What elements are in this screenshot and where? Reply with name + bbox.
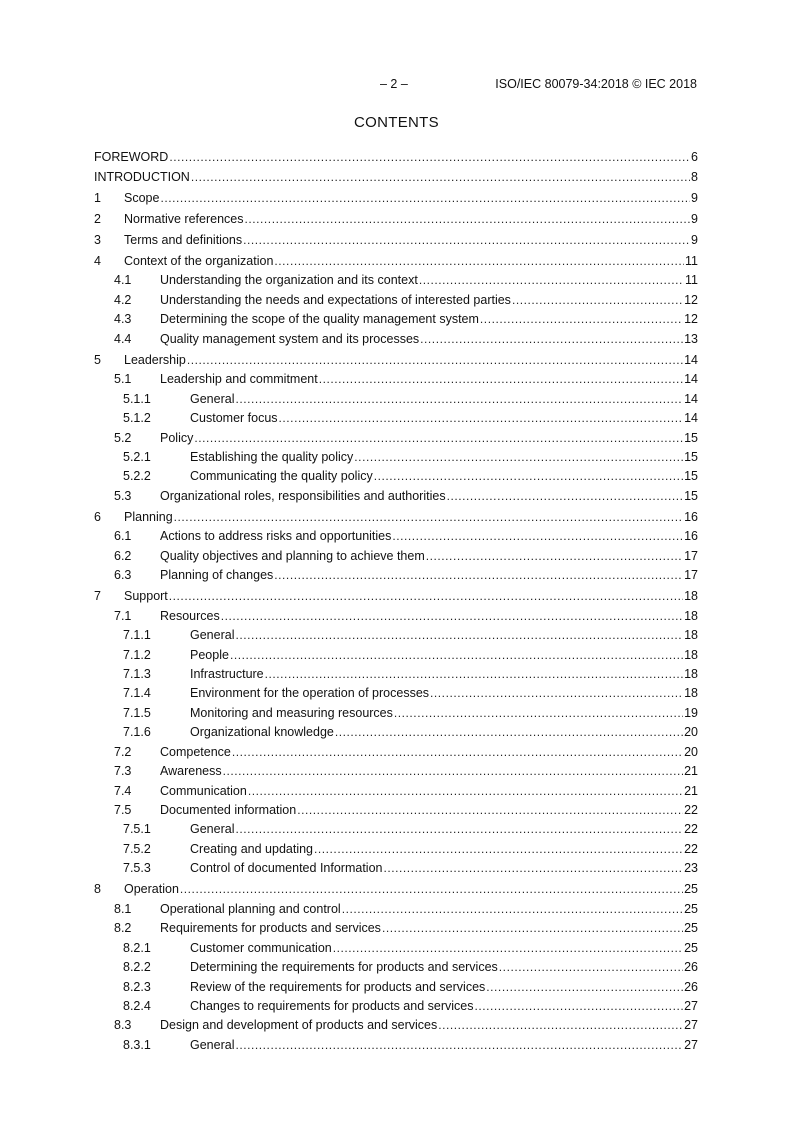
toc-entry[interactable]: [94, 682, 698, 701]
toc-entry-page: 25: [684, 882, 698, 897]
toc-entry-number: 6.3: [114, 568, 132, 583]
toc-entry[interactable]: [94, 760, 698, 779]
toc-entry-label: Understanding the needs and expectations of interested parties: [160, 292, 511, 307]
toc-entry-number: 4.4: [114, 331, 132, 346]
toc-dot-leader: [394, 706, 683, 721]
toc-entry-number: 8.3.1: [123, 1037, 151, 1052]
toc-dot-leader: [235, 1038, 683, 1053]
toc-entry-number: 5.1: [114, 372, 132, 387]
toc-entry-label: Design and development of products and services: [160, 1018, 438, 1033]
toc-dot-leader: [221, 609, 683, 624]
toc-dot-leader: [420, 332, 683, 347]
toc-entry-page: 15: [684, 488, 698, 503]
toc-entry-page: 26: [684, 960, 698, 975]
toc-dot-leader: [194, 431, 683, 446]
toc-entry-number: 3: [94, 232, 101, 247]
toc-entry-label: Changes to requirements for products and services: [190, 999, 474, 1013]
toc-entry-page: 8: [691, 169, 698, 184]
toc-entry[interactable]: [94, 269, 698, 288]
toc-dot-leader: [499, 960, 683, 975]
toc-entry[interactable]: [94, 643, 698, 662]
toc-entry-page: 25: [684, 940, 698, 955]
toc-dot-leader: [223, 764, 683, 779]
toc-entry[interactable]: [94, 288, 698, 307]
toc-entry-page: 22: [684, 841, 698, 856]
toc-entry-label: Customer communication: [190, 940, 332, 955]
toc-entry[interactable]: [94, 165, 698, 184]
toc-entry-label: Communication: [160, 783, 247, 798]
toc-dot-leader: [430, 686, 683, 701]
toc-entry-page: 23: [684, 861, 698, 876]
toc-entry[interactable]: [94, 604, 698, 623]
toc-entry[interactable]: [94, 878, 698, 897]
toc-entry-label: Establishing the quality policy: [190, 449, 354, 464]
toc-entry-number: 8.2.1: [123, 940, 151, 955]
toc-entry-page: 25: [684, 921, 698, 936]
toc-entry-page: 22: [684, 803, 698, 818]
toc-dot-leader: [279, 411, 684, 426]
toc-entry-label: Determining the scope of the quality management system: [160, 312, 479, 327]
toc-entry[interactable]: [94, 505, 698, 524]
page-number: – 2 –: [380, 77, 408, 91]
toc-entry-label: Terms and definitions: [124, 232, 243, 247]
toc-entry[interactable]: [94, 525, 698, 544]
toc-entry-number: 4.3: [114, 312, 132, 327]
toc-entry-page: 21: [684, 783, 698, 798]
toc-entry[interactable]: [94, 465, 698, 484]
toc-dot-leader: [419, 273, 684, 288]
toc-entry-page: 18: [684, 686, 698, 701]
toc-dot-leader: [160, 191, 690, 206]
toc-entry[interactable]: [94, 897, 698, 916]
toc-entry[interactable]: [94, 308, 698, 327]
toc-dot-leader: [333, 941, 683, 956]
toc-dot-leader: [392, 529, 683, 544]
toc-dot-leader: [191, 170, 690, 185]
toc-dot-leader: [383, 861, 683, 876]
toc-entry[interactable]: [94, 857, 698, 876]
toc-entry-page: 15: [684, 449, 698, 464]
toc-entry[interactable]: [94, 721, 698, 740]
toc-entry[interactable]: [94, 544, 698, 563]
toc-entry-page: 18: [684, 628, 698, 643]
toc-entry-label: Context of the organization: [124, 254, 274, 268]
toc-entry-number: 5.1.1: [123, 391, 151, 406]
toc-dot-leader: [512, 293, 683, 308]
toc-entry[interactable]: [94, 624, 698, 643]
toc-entry-number: 7.5.3: [123, 861, 151, 876]
toc-entry[interactable]: [94, 663, 698, 682]
toc-entry-number: 8.2.3: [123, 979, 151, 994]
toc-entry-label: Planning: [124, 509, 173, 524]
toc-dot-leader: [230, 648, 683, 663]
toc-entry[interactable]: [94, 995, 698, 1014]
toc-entry[interactable]: [94, 975, 698, 994]
toc-dot-leader: [169, 589, 683, 604]
toc-dot-leader: [248, 784, 683, 799]
toc-entry[interactable]: [94, 368, 698, 387]
toc-entry-number: 4: [94, 254, 101, 268]
toc-entry[interactable]: [94, 799, 698, 818]
toc-entry[interactable]: [94, 229, 698, 248]
toc-entry-label: General: [190, 1037, 235, 1052]
toc-entry-number: 8.2: [114, 921, 132, 936]
toc-entry-page: 22: [684, 822, 698, 837]
toc-entry-number: 7.1: [114, 608, 132, 623]
toc-entry-label: Operation: [124, 882, 179, 897]
toc-dot-leader: [374, 469, 683, 484]
toc-entry-page: 16: [684, 509, 698, 524]
toc-entry[interactable]: [94, 387, 698, 406]
toc-entry-page: 14: [684, 352, 698, 367]
toc-entry-label: Control of documented Information: [190, 861, 383, 876]
toc-entry-label: General: [190, 822, 235, 837]
toc-entry-page: 9: [691, 232, 698, 247]
toc-dot-leader: [474, 999, 683, 1014]
toc-entry-number: 6.2: [114, 548, 132, 563]
toc-dot-leader: [297, 803, 683, 818]
toc-entry-number: 5.2: [114, 430, 132, 445]
toc-dot-leader: [314, 842, 683, 857]
toc-dot-leader: [274, 254, 684, 269]
toc-entry-page: 12: [684, 312, 698, 327]
toc-entry[interactable]: [94, 426, 698, 445]
toc-entry-page: 15: [684, 430, 698, 445]
toc-entry-label: Requirements for products and services: [160, 921, 381, 936]
toc-entry-label: People: [190, 647, 229, 662]
toc-entry-label: General: [190, 391, 235, 406]
toc-entry-page: 18: [684, 608, 698, 623]
toc-entry-page: 27: [684, 1037, 698, 1052]
toc-entry-number: 8.2.4: [123, 999, 151, 1013]
toc-entry-number: 6: [94, 509, 101, 524]
toc-entry[interactable]: [94, 585, 698, 604]
toc-dot-leader: [265, 667, 683, 682]
toc-dot-leader: [486, 980, 683, 995]
toc-dot-leader: [232, 745, 683, 760]
toc-entry-page: 17: [684, 548, 698, 563]
toc-dot-leader: [235, 628, 683, 643]
toc-entry-page: 17: [684, 568, 698, 583]
toc-dot-leader: [274, 568, 683, 583]
toc-dot-leader: [174, 510, 683, 525]
toc-entry-label: Creating and updating: [190, 841, 314, 856]
toc-entry-label: Infrastructure: [190, 666, 264, 681]
toc-entry-label: INTRODUCTION: [94, 169, 190, 184]
toc-entry-page: 20: [684, 725, 698, 740]
toc-entry-label: General: [190, 628, 235, 643]
toc-entry-page: 18: [684, 666, 698, 681]
toc-entry-number: 7.4: [114, 783, 132, 798]
toc-entry-label: Quality management system and its processes: [160, 331, 420, 346]
toc-dot-leader: [447, 489, 684, 504]
toc-entry-page: 16: [684, 529, 698, 544]
toc-entry-label: Leadership: [124, 352, 186, 367]
toc-dot-leader: [480, 312, 683, 327]
toc-entry-label: FOREWORD: [94, 150, 169, 165]
toc-entry-number: 1: [94, 190, 101, 205]
toc-dot-leader: [342, 902, 683, 917]
toc-entry-page: 12: [684, 292, 698, 307]
toc-entry-label: Environment for the operation of processes: [190, 686, 430, 701]
toc-entry-number: 7: [94, 589, 101, 604]
toc-entry-number: 8.1: [114, 901, 132, 916]
toc-entry[interactable]: [94, 1033, 698, 1052]
toc-entry-label: Review of the requirements for products and services: [190, 979, 486, 994]
toc-entry[interactable]: [94, 484, 698, 503]
toc-entry[interactable]: [94, 779, 698, 798]
toc-entry-number: 5.2.2: [123, 469, 151, 484]
toc-entry-label: Operational planning and control: [160, 901, 341, 916]
toc-dot-leader: [319, 372, 683, 387]
toc-entry-number: 7.5.2: [123, 841, 151, 856]
toc-entry-number: 7.5: [114, 803, 132, 818]
toc-entry-number: 6.1: [114, 529, 132, 544]
toc-entry-label: Resources: [160, 608, 220, 623]
toc-entry-label: Organizational knowledge: [190, 725, 334, 740]
toc-entry[interactable]: [94, 917, 698, 936]
toc-entry[interactable]: [94, 446, 698, 465]
page-title: CONTENTS: [354, 114, 439, 131]
toc-dot-leader: [335, 725, 683, 740]
toc-dot-leader: [438, 1018, 683, 1033]
toc-entry-label: Normative references: [124, 211, 244, 226]
toc-entry-number: 5.2.1: [123, 449, 151, 464]
document-id: ISO/IEC 80079-34:2018 © IEC 2018: [495, 77, 697, 91]
toc-entry-number: 7.1.1: [123, 628, 151, 643]
toc-dot-leader: [354, 450, 683, 465]
toc-entry-page: 9: [691, 211, 698, 226]
toc-entry-number: 7.1.3: [123, 666, 151, 681]
toc-entry-number: 4.2: [114, 292, 132, 307]
toc-entry-label: Actions to address risks and opportunities: [160, 529, 392, 544]
toc-entry-page: 14: [684, 372, 698, 387]
toc-dot-leader: [169, 150, 690, 165]
toc-entry-number: 7.1.6: [123, 725, 151, 740]
toc-entry[interactable]: [94, 407, 698, 426]
toc-entry-page: 11: [685, 254, 698, 268]
toc-entry-page: 14: [684, 411, 698, 426]
toc-entry-number: 7.3: [114, 764, 132, 779]
toc-entry[interactable]: [94, 186, 698, 205]
toc-entry-page: 11: [685, 273, 698, 288]
toc-entry-page: 13: [684, 331, 698, 346]
toc-entry[interactable]: [94, 701, 698, 720]
toc-entry-number: 7.5.1: [123, 822, 151, 837]
toc-entry-label: Determining the requirements for products and services: [190, 960, 498, 975]
toc-entry-number: 5.1.2: [123, 411, 151, 426]
toc-dot-leader: [382, 921, 683, 936]
page-header: [0, 77, 793, 93]
toc-entry-label: Policy: [160, 430, 194, 445]
toc-entry-label: Communicating the quality policy: [190, 469, 373, 484]
toc-entry-page: 20: [684, 744, 698, 759]
toc-entry-label: Awareness: [160, 764, 222, 779]
toc-entry-label: Monitoring and measuring resources: [190, 705, 393, 720]
toc-entry[interactable]: [94, 936, 698, 955]
toc-entry-page: 25: [684, 901, 698, 916]
toc-entry-page: 14: [684, 391, 698, 406]
toc-entry-label: Competence: [160, 744, 231, 759]
toc-entry[interactable]: [94, 250, 698, 269]
toc-entry-number: 5: [94, 352, 101, 367]
toc-entry-label: Leadership and commitment: [160, 372, 318, 387]
toc-entry-label: Customer focus: [190, 411, 278, 426]
toc-entry-label: Support: [124, 589, 168, 604]
toc-dot-leader: [245, 212, 691, 227]
toc-entry-label: Quality objectives and planning to achieve them: [160, 548, 425, 563]
toc-entry-page: 9: [691, 190, 698, 205]
toc-entry-number: 8: [94, 882, 101, 897]
toc-dot-leader: [187, 353, 683, 368]
toc-entry-page: 19: [684, 705, 698, 720]
toc-dot-leader: [180, 882, 683, 897]
toc-entry-number: 7.1.4: [123, 686, 151, 701]
toc-entry-number: 2: [94, 211, 101, 226]
toc-entry[interactable]: [94, 818, 698, 837]
toc-entry-label: Scope: [124, 190, 160, 205]
toc-entry-page: 27: [684, 1018, 698, 1033]
toc-entry[interactable]: [94, 740, 698, 759]
toc-entry[interactable]: [94, 564, 698, 583]
toc-entry-number: 7.1.2: [123, 647, 151, 662]
toc-dot-leader: [426, 549, 683, 564]
toc-entry[interactable]: [94, 348, 698, 367]
toc-entry-page: 27: [684, 999, 698, 1013]
toc-entry-number: 8.3: [114, 1018, 132, 1033]
toc-entry[interactable]: [94, 956, 698, 975]
toc-entry[interactable]: [94, 208, 698, 227]
toc-entry-number: 5.3: [114, 488, 132, 503]
toc-entry-label: Documented information: [160, 803, 297, 818]
toc-dot-leader: [243, 233, 690, 248]
toc-entry[interactable]: [94, 1014, 698, 1033]
toc-entry-page: 15: [684, 469, 698, 484]
toc-entry-number: 8.2.2: [123, 960, 151, 975]
toc-entry-label: Planning of changes: [160, 568, 274, 583]
toc-entry-number: 7.1.5: [123, 705, 151, 720]
toc-dot-leader: [235, 392, 683, 407]
toc-entry-page: 6: [691, 150, 698, 165]
table-of-contents: [94, 146, 698, 1053]
toc-entry-page: 21: [684, 764, 698, 779]
toc-entry-number: 7.2: [114, 744, 132, 759]
toc-entry-label: Understanding the organization and its context: [160, 273, 418, 288]
toc-entry-page: 26: [684, 979, 698, 994]
toc-entry[interactable]: [94, 837, 698, 856]
toc-dot-leader: [235, 822, 683, 837]
toc-entry[interactable]: [94, 146, 698, 165]
toc-entry-number: 4.1: [114, 273, 132, 288]
toc-entry-page: 18: [684, 647, 698, 662]
toc-entry[interactable]: [94, 327, 698, 346]
toc-entry-page: 18: [684, 589, 698, 604]
toc-entry-label: Organizational roles, responsibilities and authorities: [160, 488, 446, 503]
